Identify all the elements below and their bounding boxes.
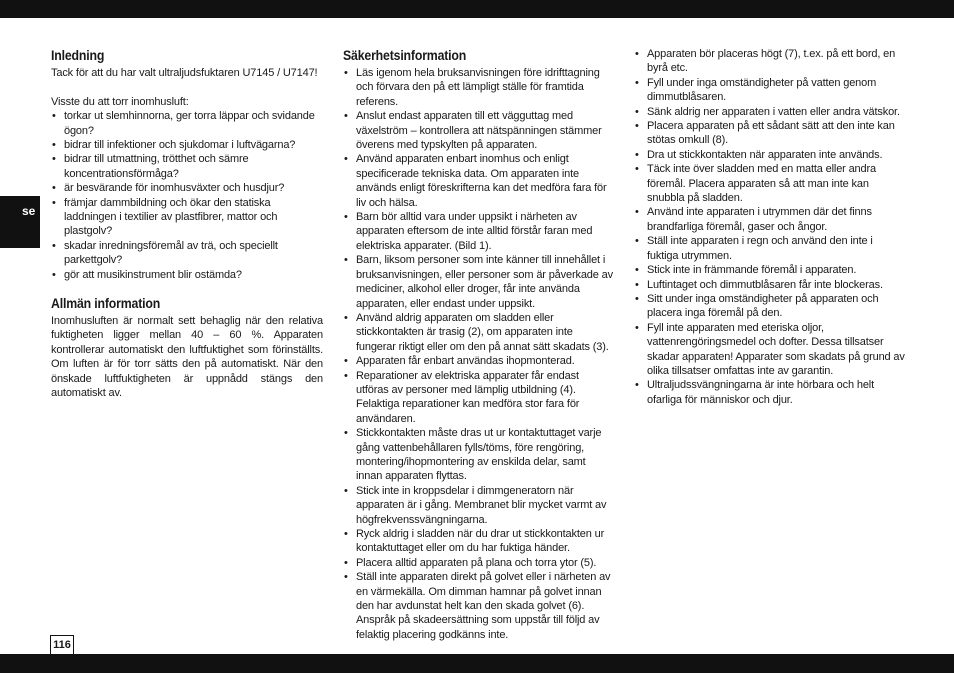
- list-item: • gör att musikinstrument blir ostämda?: [51, 268, 323, 282]
- dry-air-question: Visste du att torr inomhusluft:: [51, 95, 189, 108]
- list-item: • Placera apparaten på ett sådant sätt att den inte kan stötas omkull (8).: [634, 119, 906, 148]
- list-item: • Sänk aldrig ner apparaten i vatten eller andra vätskor.: [634, 105, 906, 119]
- list-item: • Stick inte in främmande föremål i apparaten.: [634, 263, 906, 277]
- list-item: • Ultraljudssvängningarna är inte hörbara och helt ofarliga för människor och djur.: [634, 378, 906, 407]
- general-info-heading: Allmän information: [51, 295, 161, 312]
- list-item: • Använd aldrig apparaten om sladden eller stickkontakten är trasig (2), om apparaten inte fungerar riktigt eller om den på annat sätt skadats (3).: [343, 311, 613, 354]
- list-item: • Ställ inte apparaten i regn och använd den inte i fuktiga utrymmen.: [634, 234, 906, 263]
- list-item: • Anslut endast apparaten till ett vägguttag med växelström – kontrollera att nätspänningen stämmer överens med typskylten på apparaten.: [343, 109, 613, 152]
- list-item: • Fyll inte apparaten med eteriska oljor, vattenrengöringsmedel och dofter. Dessa tillsatser skadar apparaten! Apparater som skadats på grund av olika tillsatser omfattas inte av garantin.: [634, 321, 906, 379]
- list-item: • bidrar till infektioner och sjukdomar i luftvägarna?: [51, 138, 323, 152]
- list-item: • Stickkontakten måste dras ut ur kontaktuttaget varje gång vattenbehållaren fylls/töms, före rengöring, montering/ihopmontering av enskilda delar, samt innan apparaten flyttas.: [343, 426, 613, 484]
- list-item: • Barn, liksom personer som inte känner till innehållet i bruksanvisningen, eller personer som är påverkade av mediciner, alkohol eller droger, får inte använda apparaten, eller endast under uppsikt.: [343, 253, 613, 311]
- language-tab: [0, 196, 40, 248]
- list-item: • Apparaten får enbart användas ihopmonterad.: [343, 354, 613, 368]
- list-item: • Placera alltid apparaten på plana och torra ytor (5).: [343, 556, 613, 570]
- language-tab-label: se: [22, 204, 36, 218]
- safety-heading: Säkerhetsinformation: [343, 47, 467, 63]
- list-item: • Reparationer av elektriska apparater får endast utföras av personer med lämplig utbildning (4). Felaktiga reparationer kan medföra stor fara för användaren.: [343, 369, 613, 427]
- list-item: • Ställ inte apparaten direkt på golvet eller i närheten av en värmekälla. Om dimman hamnar på golvet innan den har avdunstat helt kan den skada golvet (6). Anspråk på skadeersättning som uppstår till följd av felaktig placering godkänns inte.: [343, 570, 613, 642]
- intro-heading: Inledning: [51, 47, 105, 63]
- list-item: • främjar dammbildning och ökar den statiska laddningen i textilier av plastfibrer, mattor och plastgolv?: [51, 196, 323, 239]
- bottom-bar: [0, 654, 954, 673]
- list-item: • Läs igenom hela bruksanvisningen före idrifttagning och förvara den på ett lämpligt ställe för framtida referens.: [343, 66, 613, 109]
- list-item: • Ryck aldrig i sladden när du drar ut stickkontakten ur kontaktuttaget eller om du har fuktiga händer.: [343, 527, 613, 556]
- column-safety: [343, 47, 613, 642]
- list-item: • Täck inte över sladden med en matta eller andra föremål. Placera apparaten så att man inte kan snubbla på sladden.: [634, 162, 906, 205]
- top-bar: [0, 0, 954, 18]
- list-item: • Stick inte in kroppsdelar i dimmgeneratorn när apparaten är i gång. Membranet blir mycket varmt av högfrekvenssvängningarna.: [343, 484, 613, 527]
- list-item: • Använd inte apparaten i utrymmen där det finns brandfarliga föremål, gaser och ångor.: [634, 205, 906, 234]
- list-item: • Sitt under inga omständigheter på apparaten och placera inga föremål på den.: [634, 292, 906, 321]
- list-item: • Fyll under inga omständigheter på vatten genom dimmutblåsaren.: [634, 76, 906, 105]
- list-item: • Barn bör alltid vara under uppsikt i närheten av apparaten eftersom de inte alltid förstår faran med elektriska apparater. (Bild 1).: [343, 210, 613, 253]
- list-item: • skadar inredningsföremål av trä, och speciellt parkettgolv?: [51, 239, 323, 268]
- list-item: • Dra ut stickkontakten när apparaten inte används.: [634, 148, 906, 162]
- list-item: • bidrar till utmattning, trötthet och sämre koncentrationsförmåga?: [51, 152, 323, 181]
- general-info-text: Inomhusluften är normalt sett behaglig när den relativa fuktigheten ligger mellan 40 – 60 %. Apparaten kontrollerar automatiskt den luftfuktighet som förinställts. Om luften är för torr sätts den på automatiskt. När den önskade luftfuktigheten är uppnådd stängs den automatiskt av.: [51, 315, 323, 400]
- list-item: • är besvärande för inomhusväxter och husdjur?: [51, 181, 323, 195]
- list-item: • Luftintaget och dimmutblåsaren får inte blockeras.: [634, 278, 906, 292]
- page-number: 116: [50, 635, 74, 654]
- list-item: • Använd apparaten enbart inomhus och enligt specificerade tekniska data. Om apparaten inte används enligt föreskrifterna kan det medföra fara för liv och hälsa.: [343, 152, 613, 210]
- column-introduction: [51, 47, 323, 401]
- safety-list: [343, 66, 613, 642]
- list-item: • torkar ut slemhinnorna, ger torra läppar och svidande ögon?: [51, 109, 323, 138]
- column-safety-continued: [634, 47, 906, 407]
- intro-text: Tack för att du har valt ultraljudsfuktaren U7145 / U7147!: [51, 67, 318, 79]
- list-item: • Apparaten bör placeras högt (7), t.ex. på ett bord, en byrå etc.: [634, 47, 906, 76]
- dry-air-list: [51, 109, 323, 282]
- safety-list-continued: [634, 47, 906, 407]
